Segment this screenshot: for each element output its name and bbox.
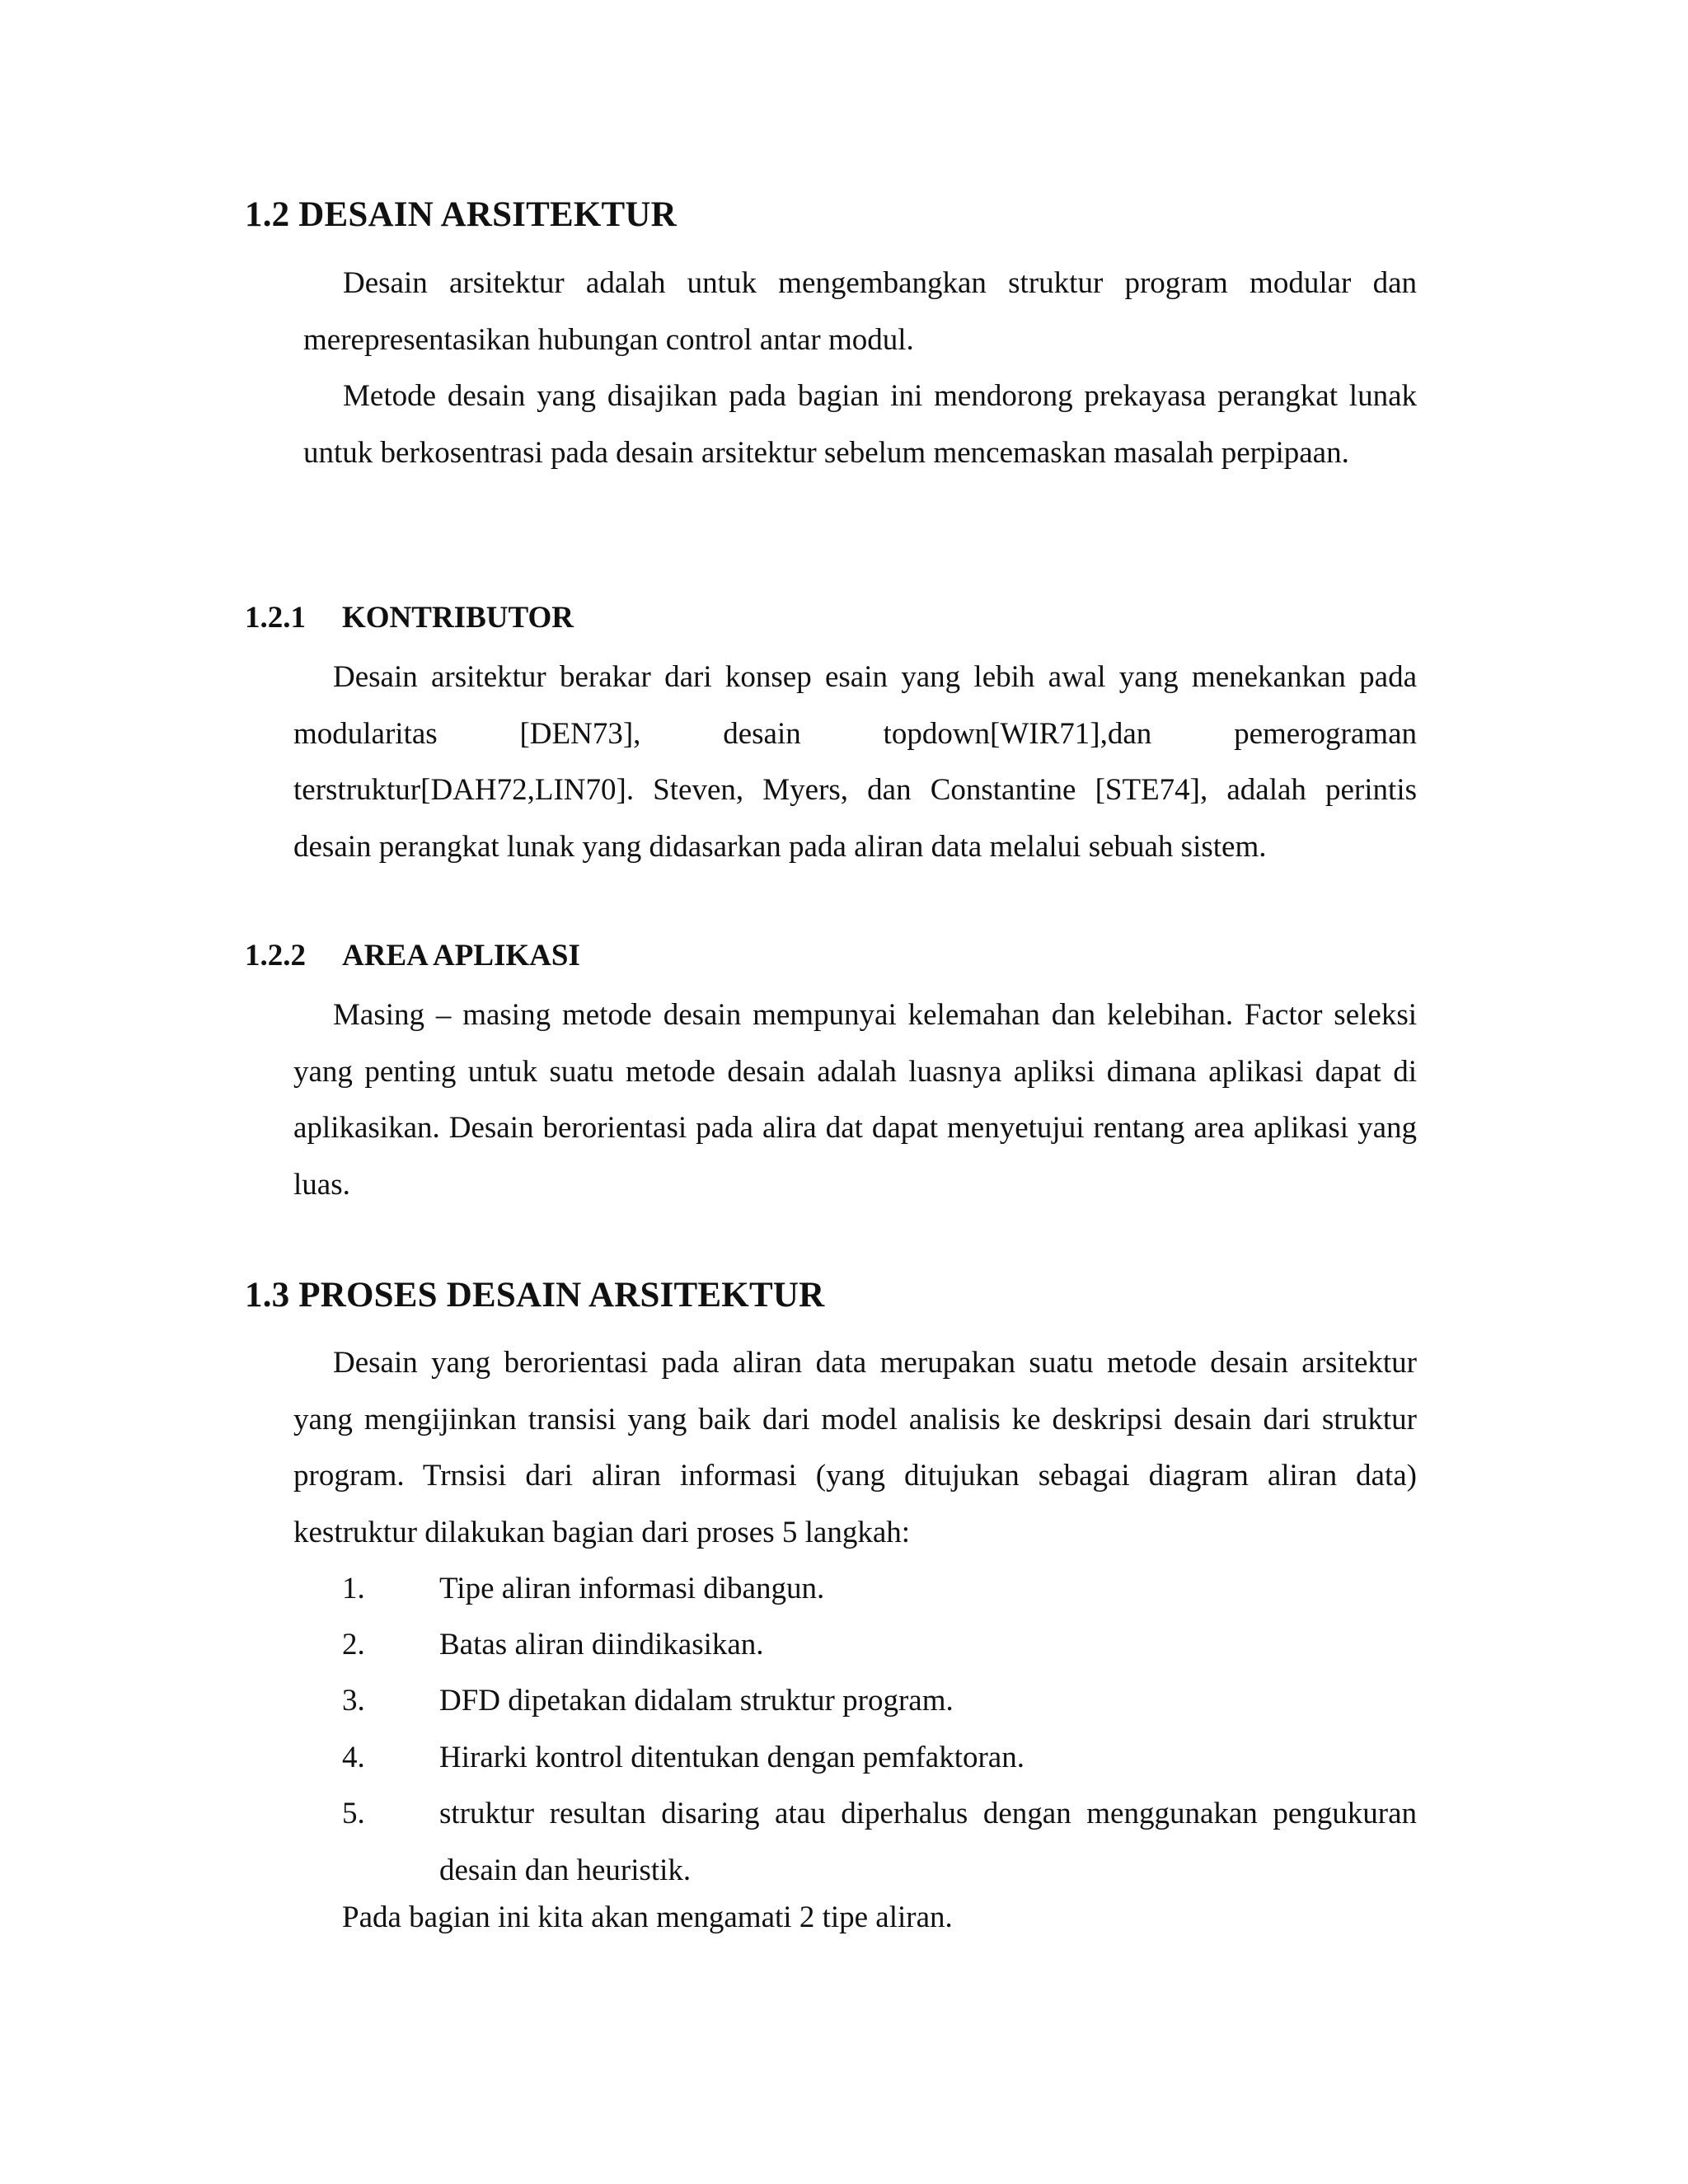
list-item-text: Batas aliran diindikasikan. bbox=[439, 1628, 764, 1661]
section-heading-1-3: 1.3 PROSES DESAIN ARSITEKTUR bbox=[245, 1276, 825, 1315]
list-item-text: DFD dipetakan didalam struktur program. bbox=[439, 1684, 954, 1718]
paragraph-1-2-1: Desain arsitektur berakar dari konsep esain yang lebih awal yang menekankan pada modularitas [DEN73], desain topdown[WIR71],dan pemerograman terstruktur[DAH72,LIN70]. Steven, Myers, dan Constantine [STE74], adalah perintis desain perangkat lunak yang didasarkan pada aliran data melalui sebuah sistem. bbox=[293, 660, 1417, 864]
paragraph-1-2-2: Masing – masing metode desain mempunyai kelemahan dan kelebihan. Factor seleksi yang penting untuk suatu metode desain adalah luasnya apliksi dimana aplikasi dapat di aplikasikan. Desain berorientasi pada alira dat dapat menyetujui rentang area aplikasi yang luas. bbox=[293, 998, 1417, 1202]
subsection-heading-1-2-2 bbox=[245, 938, 580, 973]
list-item-number: 3. bbox=[342, 1684, 365, 1718]
list-item-text: Hirarki kontrol ditentukan dengan pemfaktoran. bbox=[439, 1741, 1025, 1774]
paragraph-1-2-intro: Desain arsitektur adalah untuk mengembangkan struktur program modular dan merepresentasikan hubungan control antar modul. bbox=[303, 266, 1417, 357]
subsection-title: KONTRIBUTOR bbox=[342, 601, 574, 635]
list-item-number: 2. bbox=[342, 1628, 365, 1661]
list-item-number: 4. bbox=[342, 1741, 365, 1774]
subsection-number: 1.2.2 bbox=[245, 939, 306, 972]
subsection-number: 1.2.1 bbox=[245, 601, 306, 635]
list-item-number: 1. bbox=[342, 1572, 365, 1605]
paragraph-1-3: Desain yang berorientasi pada aliran data merupakan suatu metode desain arsitektur yang mengijinkan transisi yang baik dari model analisis ke deskripsi desain dari struktur program. Trnsisi dari aliran informasi (yang ditujukan sebagai diagram aliran data) kestruktur dilakukan bagian dari proses 5 langkah: bbox=[293, 1346, 1417, 1549]
subsection-title: AREA APLIKASI bbox=[342, 939, 580, 972]
list-item-number: 5. bbox=[342, 1797, 365, 1830]
closing-sentence: Pada bagian ini kita akan mengamati 2 tipe aliran. bbox=[342, 1900, 953, 1934]
paragraph-1-2-method: Metode desain yang disajikan pada bagian ini mendorong prekayasa perangkat lunak untuk berkosentrasi pada desain arsitektur sebelum mencemaskan masalah perpipaan. bbox=[303, 379, 1417, 470]
section-heading-1-2: 1.2 DESAIN ARSITEKTUR bbox=[245, 195, 677, 234]
list-item-text: struktur resultan disaring atau diperhalus dengan menggunakan pengukuran desain dan heuristik. bbox=[439, 1797, 1417, 1887]
subsection-heading-1-2-1 bbox=[245, 600, 574, 635]
list-item-text: Tipe aliran informasi dibangun. bbox=[439, 1572, 825, 1605]
